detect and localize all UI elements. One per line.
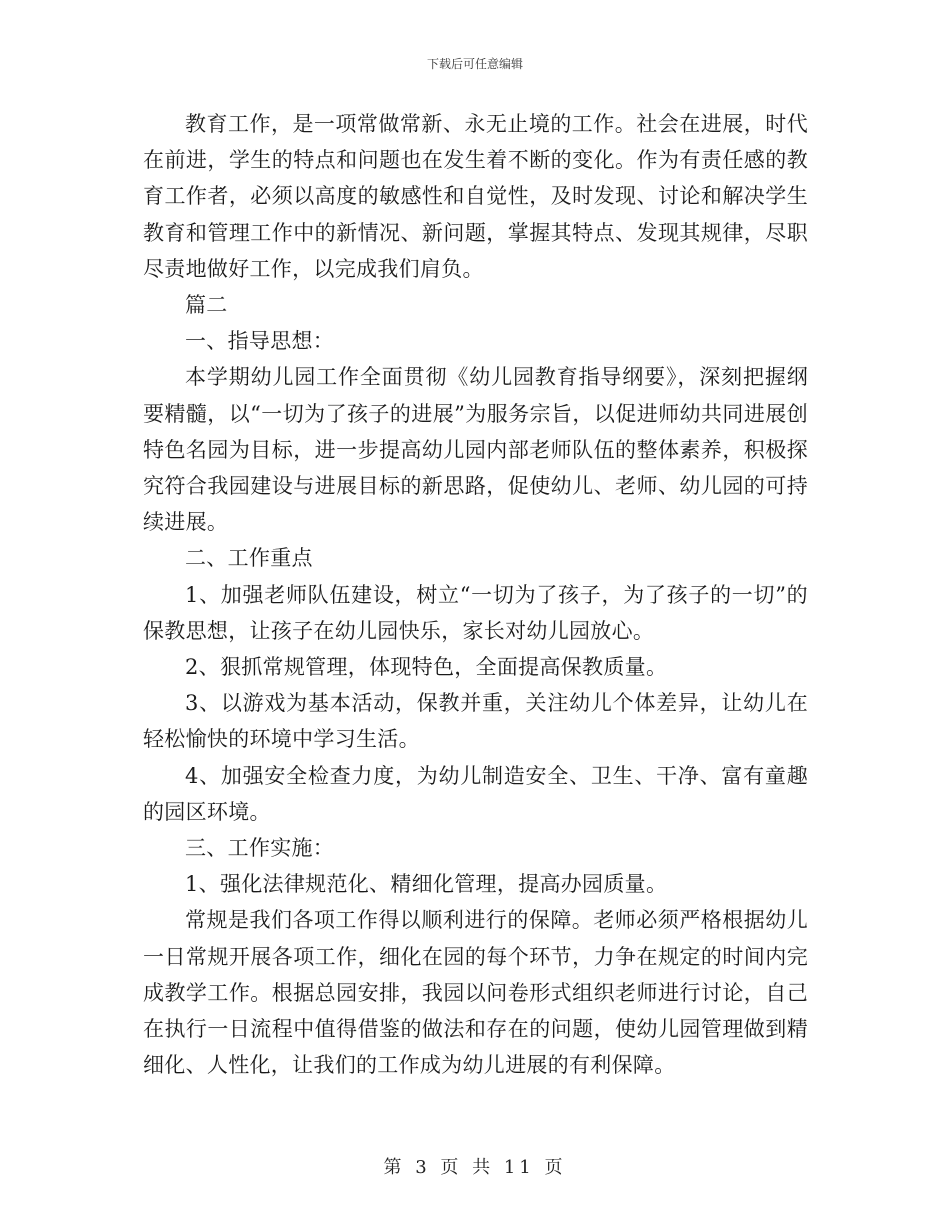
list-item: 3、以游戏为基本活动，保教并重，关注幼儿个体差异，让幼儿在轻松愉快的环境中学习生活。 [143,691,808,752]
heading: 一、指导思想： [185,329,335,354]
list-item: 1、强化法律规范化、精细化管理，提高办园质量。 [185,872,668,897]
paragraph: 本学期幼儿园工作全面贯彻《幼儿园教育指导纲要》，深刻把握纲要精髓，以“一切为了孩子的进展”为服务宗旨，以促进师幼共同进展创特色名园为目标，进一步提高幼儿园内部老师队伍的整体素养，积极探究符合我园建设与进展目标的新思路，促使幼儿、老师、幼儿园的可持续进展。 [143,365,808,535]
list-item: 1、加强老师队伍建设，树立“一切为了孩子，为了孩子的一切”的保教思想，让孩子在幼儿园快乐，家长对幼儿园放心。 [143,582,808,643]
section-title: 篇二 [185,293,228,318]
heading: 二、工作重点 [185,546,313,571]
document-body [143,106,808,1083]
page-number: 第 3 页 共 11 页 [383,1157,567,1178]
list-item: 4、加强安全检查力度，为幼儿制造安全、卫生、干净、富有童趣的园区环境。 [143,763,808,824]
list-item: 2、狠抓常规管理，体现特色，全面提高保教质量。 [185,655,668,680]
paragraph: 教育工作，是一项常做常新、永无止境的工作。社会在进展，时代在前进，学生的特点和问题也在发生着不断的变化。作为有责任感的教育工作者，必须以高度的敏感性和自觉性，及时发现、讨论和解决学生教育和管理工作中的新情况、新问题，掌握其特点、发现其规律，尽职尽责地做好工作，以完成我们肩负。 [143,112,808,281]
paragraph: 常规是我们各项工作得以顺利进行的保障。老师必须严格根据幼儿一日常规开展各项工作，细化在园的每个环节，力争在规定的时间内完成教学工作。根据总园安排，我园以问卷形式组织老师进行讨论，自己在执行一日流程中值得借鉴的做法和存在的问题，使幼儿园管理做到精细化、人性化，让我们的工作成为幼儿进展的有利保障。 [143,908,808,1078]
heading: 三、工作实施： [185,836,335,861]
page-header: 下载后可任意编辑 [426,57,523,71]
